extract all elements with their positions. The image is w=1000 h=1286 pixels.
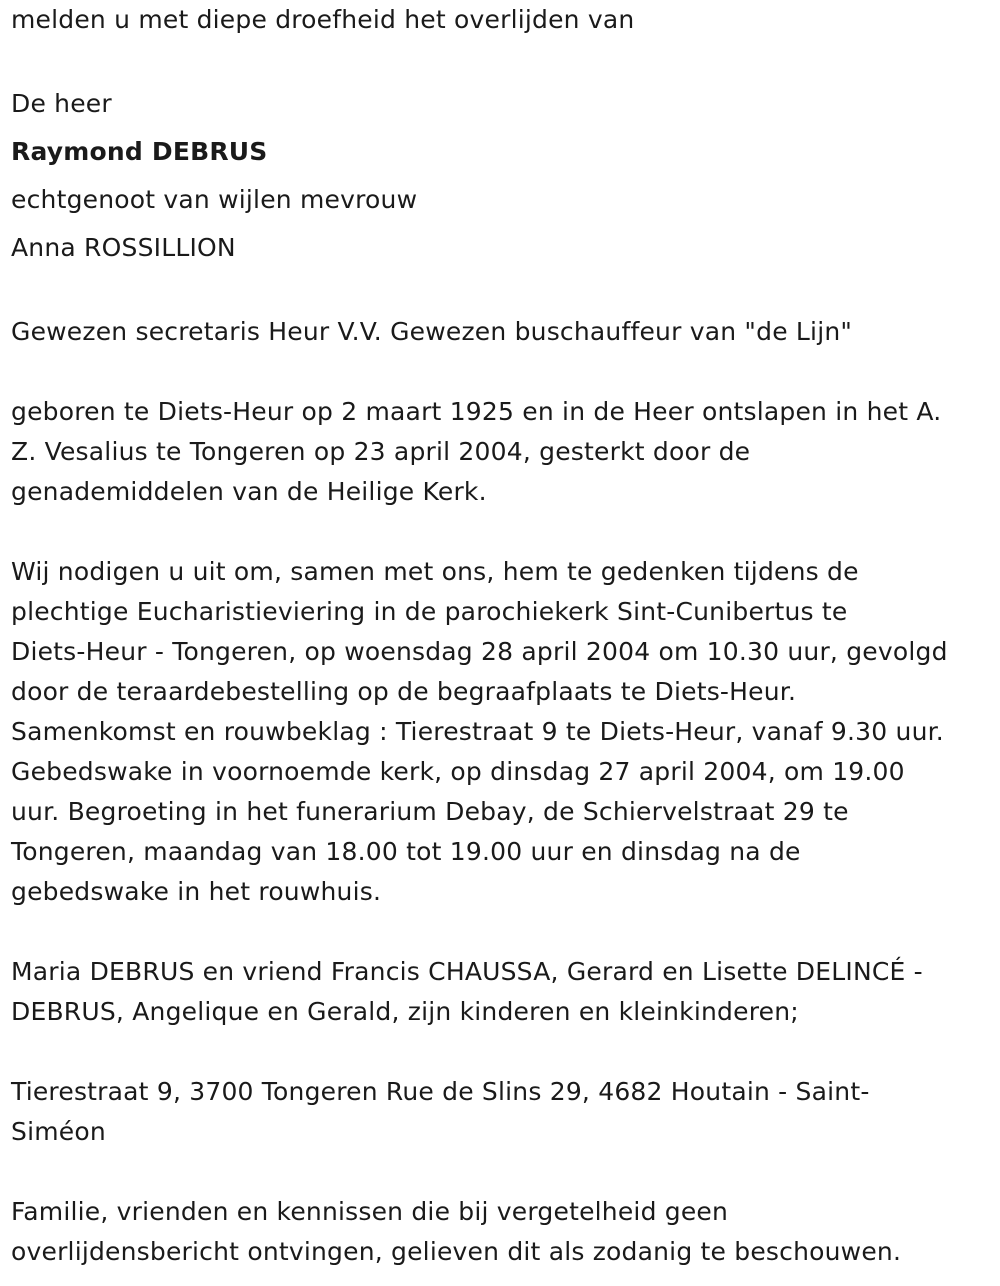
- paragraph-line: plechtige Eucharistieviering in de parochiekerk Sint-Cunibertus te: [11, 597, 848, 626]
- paragraph-line: DEBRUS, Angelique en Gerald, zijn kinderen en kleinkinderen;: [11, 997, 799, 1026]
- spacer: [11, 40, 991, 80]
- paragraph-line: Tongeren, maandag van 18.00 tot 19.00 uur en dinsdag na de: [11, 837, 801, 866]
- family-paragraph: [11, 952, 991, 1032]
- address-paragraph: [11, 1072, 991, 1152]
- deceased-name: Raymond DEBRUS: [11, 137, 268, 166]
- paragraph-line: Familie, vrienden en kennissen die bij vergetelheid geen: [11, 1197, 729, 1226]
- paragraph-line: Z. Vesalius te Tongeren op 23 april 2004, gesterkt door de: [11, 437, 751, 466]
- paragraph-line: Wij nodigen u uit om, samen met ons, hem te gedenken tijdens de: [11, 557, 859, 586]
- paragraph-line: gebedswake in het rouwhuis.: [11, 877, 382, 906]
- paragraph-line: uur. Begroeting in het funerarium Debay, de Schiervelstraat 29 te: [11, 797, 849, 826]
- spacer: [11, 512, 991, 552]
- paragraph-line: Tierestraat 9, 3700 Tongeren Rue de Slins 29, 4682 Houtain - Saint-: [11, 1077, 870, 1106]
- paragraph-line: geboren te Diets-Heur op 2 maart 1925 en in de Heer ontslapen in het A.: [11, 397, 942, 426]
- paragraph-line: Siméon: [11, 1117, 106, 1146]
- spacer: [11, 1032, 991, 1072]
- spacer: [11, 272, 991, 312]
- spacer: [11, 912, 991, 952]
- salutation: De heer: [11, 89, 112, 118]
- intro-text: melden u met diepe droefheid het overlijden van: [11, 5, 635, 34]
- paragraph-line: Maria DEBRUS en vriend Francis CHAUSSA, Gerard en Lisette DELINCÉ -: [11, 957, 923, 986]
- occupation-text: Gewezen secretaris Heur V.V. Gewezen buschauffeur van "de Lijn": [11, 317, 853, 346]
- birth-death-paragraph: [11, 392, 991, 512]
- paragraph-line: Gebedswake in voornoemde kerk, op dinsdag 27 april 2004, om 19.00: [11, 757, 905, 786]
- paragraph-line: genademiddelen van de Heilige Kerk.: [11, 477, 487, 506]
- spacer: [11, 352, 991, 392]
- closing-paragraph: [11, 1192, 991, 1272]
- spouse-prefix: echtgenoot van wijlen mevrouw: [11, 185, 418, 214]
- ceremony-paragraph: [11, 552, 991, 912]
- paragraph-line: overlijdensbericht ontvingen, gelieven dit als zodanig te beschouwen.: [11, 1237, 902, 1266]
- spacer: [11, 1152, 991, 1192]
- paragraph-line: Samenkomst en rouwbeklag : Tierestraat 9 te Diets-Heur, vanaf 9.30 uur.: [11, 717, 944, 746]
- paragraph-line: Diets-Heur - Tongeren, op woensdag 28 april 2004 om 10.30 uur, gevolgd: [11, 637, 948, 666]
- obituary-notice: [11, 0, 991, 1272]
- spouse-name: Anna ROSSILLION: [11, 233, 236, 262]
- paragraph-line: door de teraardebestelling op de begraafplaats te Diets-Heur.: [11, 677, 797, 706]
